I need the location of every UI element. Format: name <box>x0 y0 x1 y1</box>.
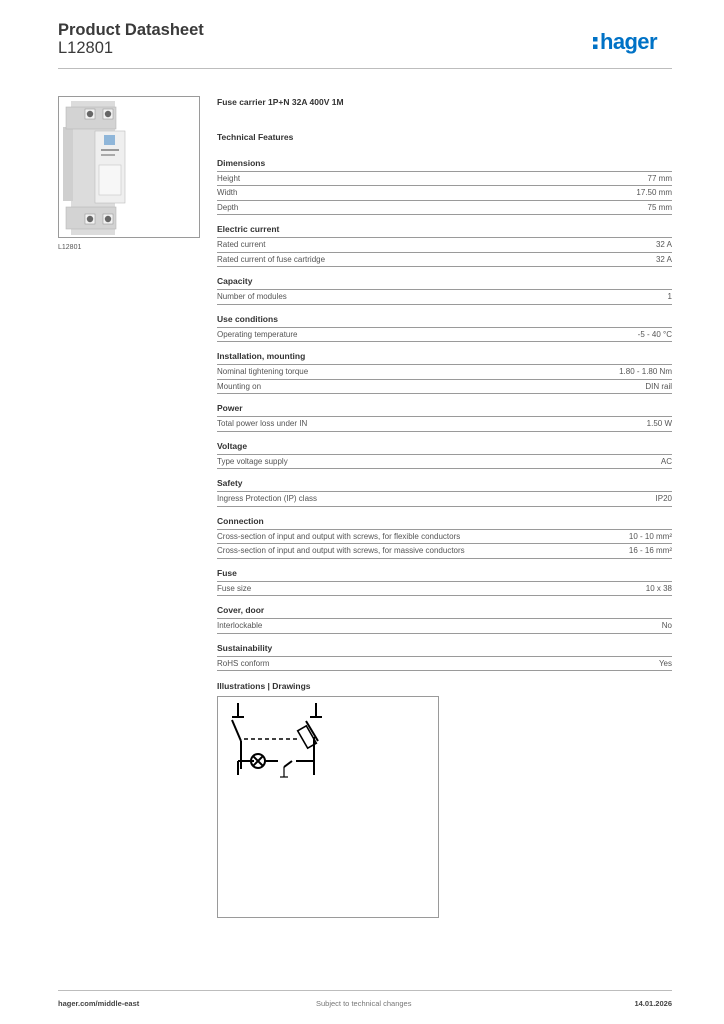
spec-section-title: Installation, mounting <box>217 351 672 365</box>
wiring-diagram-drawing <box>218 697 440 919</box>
spec-section <box>217 605 672 634</box>
spec-label: Cross-section of input and output with screws, for massive conductors <box>217 546 465 555</box>
spec-value: 17.50 mm <box>636 188 672 197</box>
spec-label: Depth <box>217 202 239 212</box>
spec-row <box>217 328 672 343</box>
spec-section-title: Connection <box>217 516 672 530</box>
product-image <box>58 96 200 238</box>
spec-section-title: Power <box>217 403 672 417</box>
spec-label: RoHS conform <box>217 658 270 668</box>
spec-value: 75 mm <box>647 202 672 212</box>
spec-value: 77 mm <box>647 173 672 183</box>
product-code: L12801 <box>58 39 114 57</box>
spec-section-title: Fuse <box>217 568 672 582</box>
spec-label: Height <box>217 173 241 183</box>
spec-row <box>217 455 672 470</box>
wiring-diagram <box>217 696 439 918</box>
footer-divider <box>58 990 672 991</box>
spec-value: 1 <box>667 292 672 301</box>
spec-row <box>217 619 672 634</box>
spec-section-title: Electric current <box>217 224 672 238</box>
spec-row <box>217 253 672 268</box>
spec-section <box>217 568 672 597</box>
spec-section-title: Sustainability <box>217 643 672 657</box>
spec-section-title: Safety <box>217 478 672 492</box>
spec-section <box>217 516 672 559</box>
spec-section <box>217 158 672 216</box>
spec-label: Rated current <box>217 240 266 249</box>
spec-section-title: Capacity <box>217 276 672 290</box>
spec-label: Rated current of fuse cartridge <box>217 254 326 264</box>
spec-label: Fuse size <box>217 583 252 593</box>
spec-row <box>217 238 672 253</box>
product-photo <box>59 97 199 237</box>
footer-note: Subject to technical changes <box>316 999 412 1008</box>
footer-date: 14.01.2026 <box>634 999 672 1008</box>
spec-value: 10 x 38 <box>645 583 672 593</box>
spec-value: 32 A <box>655 240 672 249</box>
spec-value: DIN rail <box>645 381 672 391</box>
product-name: Fuse carrier 1P+N 32A 400V 1M <box>217 97 344 107</box>
spec-row <box>217 657 672 672</box>
spec-row <box>217 172 672 187</box>
illustrations-title: Illustrations | Drawings <box>217 681 311 691</box>
technical-features-title: Technical Features <box>217 132 294 142</box>
spec-section <box>217 276 672 305</box>
spec-label: Operating temperature <box>217 329 298 339</box>
spec-value: -5 - 40 °C <box>637 329 672 339</box>
specifications <box>217 97 672 918</box>
spec-row <box>217 492 672 507</box>
spec-value: AC <box>660 456 672 466</box>
footer-website[interactable]: hager.com/middle-east <box>58 999 140 1008</box>
spec-label: Width <box>217 188 238 197</box>
spec-section <box>217 403 672 432</box>
spec-label: Mounting on <box>217 381 262 391</box>
spec-row <box>217 201 672 216</box>
spec-section <box>217 478 672 507</box>
spec-label: Ingress Protection (IP) class <box>217 494 318 503</box>
spec-section <box>217 441 672 470</box>
spec-row <box>217 380 672 395</box>
product-image-caption: L12801 <box>58 244 82 251</box>
spec-section <box>217 351 672 394</box>
spec-section <box>217 224 672 267</box>
spec-row <box>217 530 672 545</box>
page-title: Product Datasheet <box>58 21 204 39</box>
hager-logo <box>592 29 674 55</box>
spec-row <box>217 582 672 597</box>
spec-label: Nominal tightening torque <box>217 367 309 376</box>
spec-sections <box>217 158 672 672</box>
spec-section-title: Dimensions <box>217 158 672 172</box>
spec-label: Type voltage supply <box>217 456 288 466</box>
spec-value: 32 A <box>655 254 672 264</box>
spec-value: 1.50 W <box>646 419 672 428</box>
spec-row <box>217 365 672 380</box>
spec-section <box>217 643 672 672</box>
header-divider <box>58 68 672 69</box>
spec-label: Interlockable <box>217 621 263 630</box>
spec-label: Number of modules <box>217 292 287 301</box>
spec-value: 1.80 - 1.80 Nm <box>619 367 672 376</box>
spec-value: Yes <box>658 658 672 668</box>
spec-section-title: Voltage <box>217 441 672 455</box>
spec-value: No <box>661 621 672 630</box>
spec-row <box>217 544 672 559</box>
spec-value: IP20 <box>655 494 672 503</box>
spec-label: Cross-section of input and output with screws, for flexible conductors <box>217 531 461 541</box>
spec-row <box>217 290 672 305</box>
spec-section-title: Cover, door <box>217 605 672 619</box>
spec-value: 16 - 16 mm² <box>628 546 672 555</box>
spec-row <box>217 417 672 432</box>
spec-section-title: Use conditions <box>217 314 672 328</box>
spec-value: 10 - 10 mm² <box>628 531 672 541</box>
spec-row <box>217 186 672 201</box>
spec-label: Total power loss under IN <box>217 419 308 428</box>
spec-section <box>217 314 672 343</box>
svg-text:hager: hager <box>600 29 657 54</box>
